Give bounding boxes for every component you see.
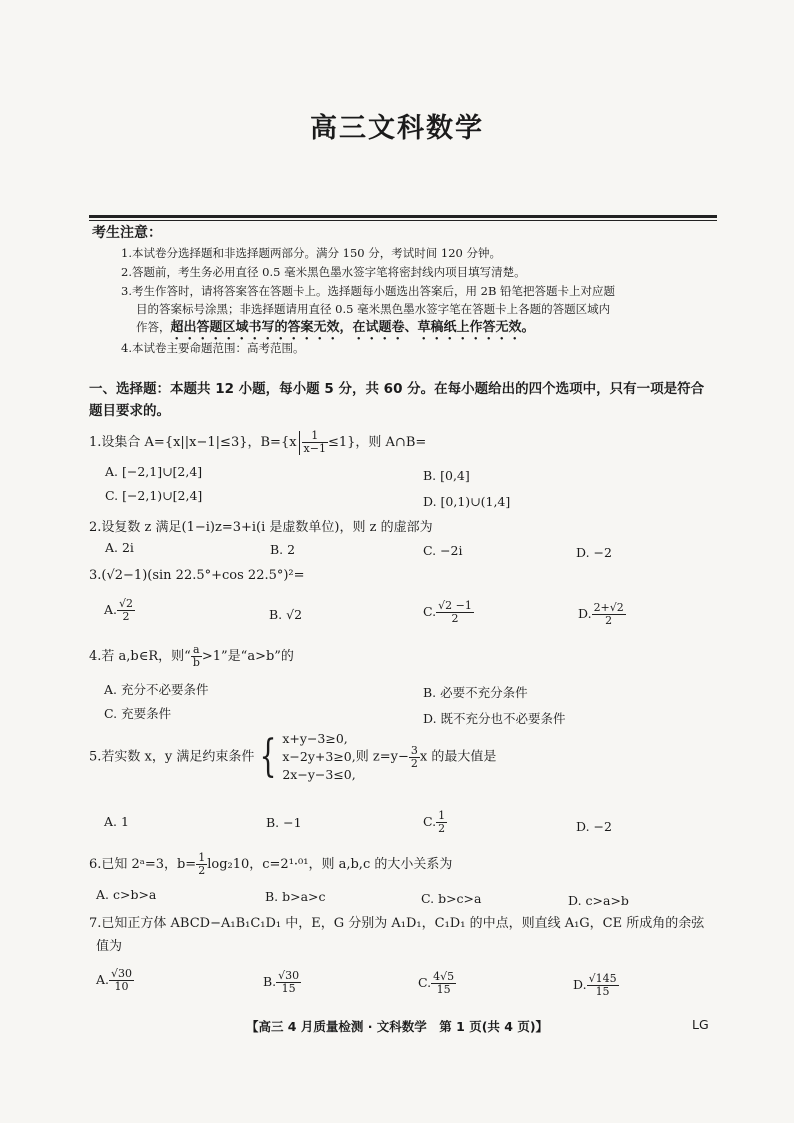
q7-stem-cont: 值为 (96, 939, 123, 954)
q4-option-c: C. 充要条件 (104, 706, 172, 721)
q4-stem-end: >1”是“a>b”的 (201, 649, 294, 664)
notice-heading: 考生注意： (92, 225, 162, 241)
q7-b-fraction: $\frac{√30}{15}$ (278, 969, 300, 995)
notice-item-3-cont: 目的答案标号涂黑；非选择题请用直径 0.5 毫米黑色墨水签字笔在答题卡上各题的答题区域内 (136, 302, 611, 316)
q7-stem: 7.已知正方体 ABCD−A₁B₁C₁D₁ 中，E，G 分别为 A₁D₁，C₁D₁ 的中点，则直线 A₁G，CE 所成角的余弦 (89, 916, 705, 931)
q6-fraction: $\frac{1}{2}$ (198, 851, 206, 877)
q6-stem-end: log₂10，c=2¹·⁰¹，则 a,b,c 的大小关系为 (207, 857, 453, 872)
q6-option-d: D. c>a>b (568, 893, 629, 908)
q4-stem: 4.若 a,b∈R，则“ (89, 649, 191, 664)
q1-stem: 1.设集合 A={x||x−1|≤3}，B= (89, 435, 281, 450)
q1-option-a: A. [−2,1]∪[2,4] (105, 464, 203, 479)
question-4 (89, 644, 294, 669)
q3-option-d: D. $\frac{2+√2}{2}$ (578, 601, 624, 627)
q7-d-fraction: $\frac{√145}{15}$ (588, 972, 617, 998)
q2-option-a: A. 2i (105, 540, 134, 555)
q3-a-fraction: $\frac{√2}{2}$ (119, 597, 134, 623)
q6-option-a: A. c>b>a (96, 887, 157, 902)
q2-option-b: B. 2 (270, 542, 296, 557)
q3-stem: 3.(√2−1)(sin 22.5°+cos 22.5°)²= (89, 568, 305, 583)
q5-stem-mid: 则 z=y− (355, 749, 409, 765)
notice-item-1: 1.本试卷分选择题和非选择题两部分。满分 150 分，考试时间 120 分钟。 (121, 246, 501, 260)
q3-option-a: A. $\frac{√2}{2}$ (104, 597, 134, 623)
q4-option-a: A. 充分不必要条件 (104, 682, 209, 697)
q7-option-a: A. $\frac{√30}{10}$ (96, 967, 133, 993)
question-5 (89, 730, 496, 784)
q1-fraction: $\frac{1}{x-1}$ (303, 429, 326, 455)
q1-set-open: {x (280, 435, 297, 450)
divider (89, 220, 717, 221)
q7-c-fraction: $\frac{4√5}{15}$ (433, 970, 455, 996)
q7-option-d: D. $\frac{√145}{15}$ (573, 972, 617, 998)
q1-set-close: ≤1} (327, 435, 356, 450)
question-1 (89, 430, 426, 455)
q5-stem: 5.若实数 x，y 满足约束条件 (89, 749, 255, 765)
page-footer: 【高三 4 月质量检测 · 文科数学 第 1 页(共 4 页)】 (245, 1019, 549, 1034)
notice-item-2: 2.答题前，考生务必用直径 0.5 毫米黑色墨水签字笔将密封线内项目填写清楚。 (121, 265, 526, 279)
q5-c-fraction: $\frac{1}{2}$ (438, 809, 446, 835)
q4-option-b: B. 必要不充分条件 (423, 685, 528, 700)
q1-option-b: B. [0,4] (423, 468, 470, 483)
q2-option-d: D. −2 (576, 545, 612, 560)
q4-fraction: $\frac{a}{b}$ (192, 643, 200, 669)
question-6 (89, 852, 452, 877)
q6-option-b: B. b>a>c (265, 889, 326, 904)
section-heading: 一、选择题：本题共 12 小题，每小题 5 分，共 60 分。在每小题给出的四个选项中，只有一项是符合题目要求的。 (89, 381, 705, 419)
notice-emphasis: 超出答题区域书写的答案无效，在试题卷、草稿纸上作答无效。 (170, 320, 535, 335)
q1-stem-end: ，则 A∩B= (355, 435, 427, 450)
q4-option-d: D. 既不充分也不必要条件 (423, 711, 566, 726)
brace-icon: { (259, 731, 277, 782)
notice-item-3: 3.考生作答时，请将答案答在答题卡上。选择题每小题选出答案后，用 2B 铅笔把答题卡上对应题 (121, 284, 616, 298)
q5-option-c: C. $\frac{1}{2}$ (423, 809, 446, 835)
notice-item-4: 4.本试卷主要命题范围：高考范围。 (121, 341, 305, 355)
paper-code: LG (692, 1017, 709, 1032)
q5-constraints: x+y−3≥0, x−2y+3≥0, 2x−y−3≤0, (282, 731, 356, 782)
set-bar (299, 431, 300, 455)
notice-item-3-end: 作答， (136, 320, 171, 334)
q5-option-d: D. −2 (576, 819, 612, 834)
q6-option-c: C. b>c>a (421, 891, 482, 906)
q2-stem: 2.设复数 z 满足(1−i)z=3+i(i 是虚数单位)，则 z 的虚部为 (89, 520, 433, 535)
page-title: 高三文科数学 (310, 113, 484, 144)
q3-d-fraction: $\frac{2+√2}{2}$ (593, 601, 624, 627)
q6-stem: 6.已知 2ᵃ=3，b= (89, 857, 197, 872)
q3-option-c: C. $\frac{√2 -1}{2}$ (423, 599, 472, 625)
q3-option-b: B. √2 (269, 607, 303, 622)
q5-option-a: A. 1 (104, 814, 129, 829)
q7-a-fraction: $\frac{√30}{10}$ (111, 967, 133, 993)
q2-option-c: C. −2i (423, 543, 463, 558)
q5-option-b: B. −1 (266, 815, 302, 830)
q1-option-d: D. [0,1)∪(1,4] (423, 494, 511, 509)
q7-option-b: B. $\frac{√30}{15}$ (263, 969, 300, 995)
divider (89, 215, 717, 218)
q5-fraction: $\frac{3}{2}$ (410, 743, 418, 770)
q5-stem-end: x 的最大值是 (419, 749, 497, 765)
q1-option-c: C. [−2,1)∪[2,4] (105, 488, 203, 503)
q7-option-c: C. $\frac{4√5}{15}$ (418, 970, 455, 996)
q3-c-fraction: $\frac{√2 -1}{2}$ (438, 599, 472, 625)
